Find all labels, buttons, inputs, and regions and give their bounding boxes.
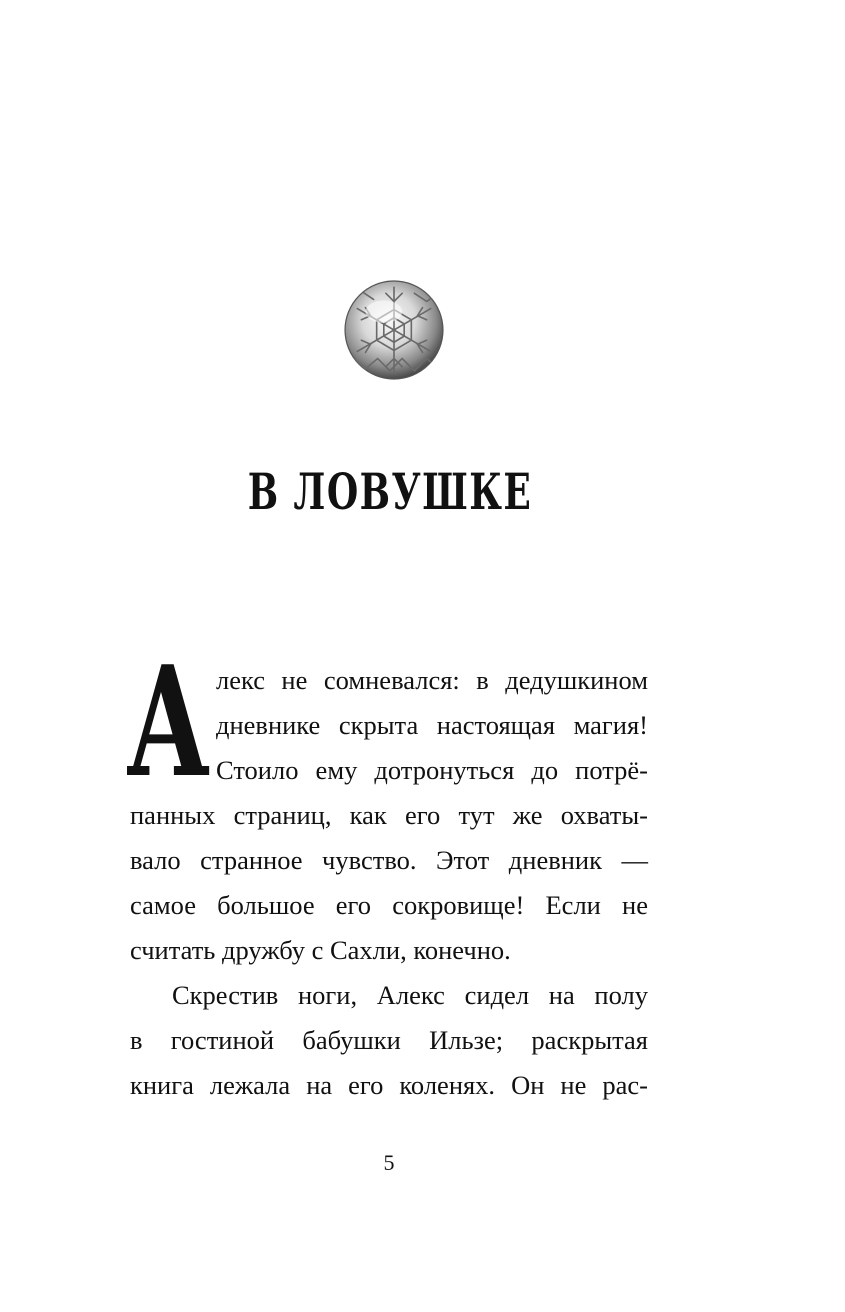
text-line: в гостиной бабушки Ильзе; раскрытая [130, 1025, 648, 1055]
text-line: лекс не сомневался: в дедушкином [216, 665, 648, 695]
drop-cap: А [126, 632, 211, 811]
text-line: Скрестив ноги, Алекс сидел на полу [172, 980, 648, 1010]
text-line: вало странное чувство. Этот дневник — [130, 845, 648, 875]
text-line: книга лежала на его коленях. Он не рас- [130, 1070, 648, 1100]
page-number: 5 [383, 1150, 395, 1175]
body-text [130, 658, 648, 1108]
text-line: самое большое его сокровище! Если не [130, 890, 648, 920]
text-line: считать дружбу с Сахли, конечно. [130, 935, 511, 965]
chapter-title: В ЛОВУШКЕ [247, 462, 533, 521]
text-line: панных страниц, как его тут же охваты- [130, 800, 648, 830]
snowflake-ball-icon [343, 279, 445, 381]
text-line: дневнике скрыта настоящая магия! [216, 710, 648, 740]
text-line: Стоило ему дотронуться до потрё- [216, 755, 648, 785]
